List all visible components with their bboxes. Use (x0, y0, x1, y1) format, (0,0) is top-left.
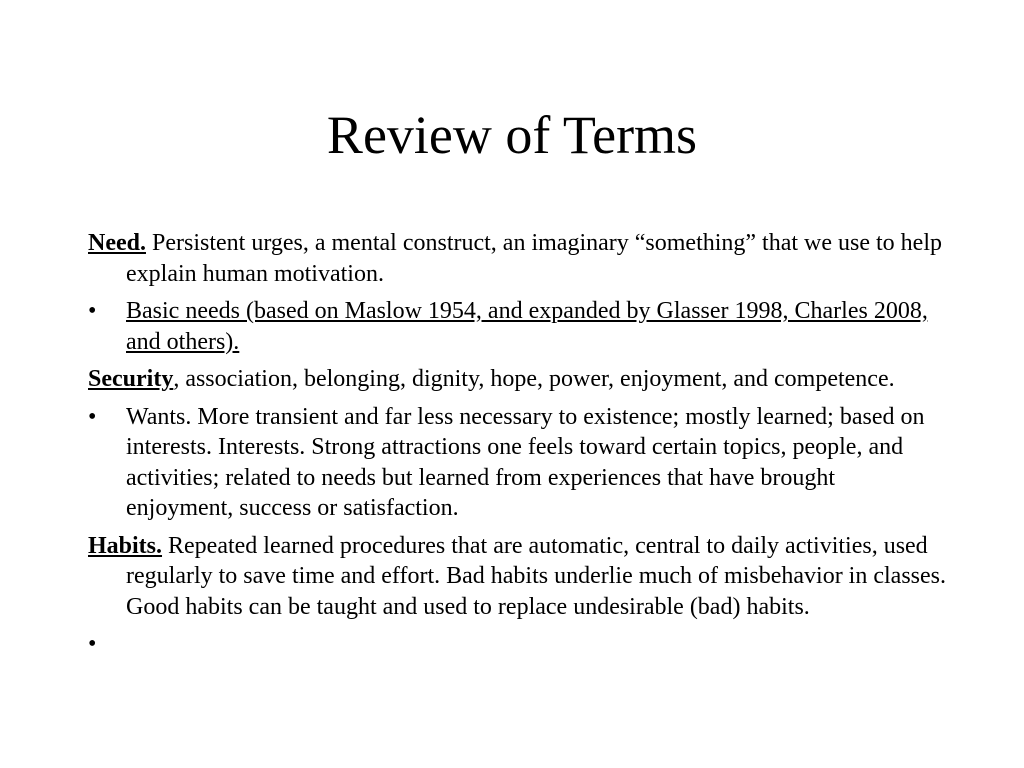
need-paragraph (88, 228, 948, 289)
basic-needs-text: Basic needs (based on Maslow 1954, and expanded by Glasser 1998, Charles 2008, and others). (126, 298, 928, 355)
security-paragraph (88, 364, 948, 395)
empty-bullet-text (126, 631, 132, 657)
bullet-icon: • (88, 298, 97, 324)
habits-term: Habits. (88, 532, 163, 559)
need-definition: Persistent urges, a mental construct, an imaginary “something” that we use to help explain human motivation. (126, 230, 943, 287)
habits-definition: Repeated learned procedures that are automatic, central to daily activities, used regularly to save time and effort. Bad habits underlie much of misbehavior in classes. Good habits can be taught and used to replace undesirable (bad) habits. (126, 532, 946, 620)
need-term: Need. (88, 230, 146, 256)
slide-body (88, 228, 948, 667)
security-term: Security (88, 366, 174, 392)
bullet-icon: • (88, 403, 97, 430)
wants-bullet (88, 402, 948, 524)
slide-title: Review of Terms (326, 105, 698, 165)
habits-paragraph (88, 531, 948, 623)
wants-text: Wants. More transient and far less necessary to existence; mostly learned; based on interests. Interests. Strong attractions one feels toward certain topics, people, and activities; related to needs but learned from experiences that have brought enjoyment, success or satisfaction. (126, 403, 925, 521)
basic-needs-bullet (88, 296, 948, 357)
empty-bullet (88, 629, 948, 660)
bullet-icon: • (88, 631, 97, 657)
security-definition: , association, belonging, dignity, hope, power, enjoyment, and competence. (173, 366, 895, 392)
